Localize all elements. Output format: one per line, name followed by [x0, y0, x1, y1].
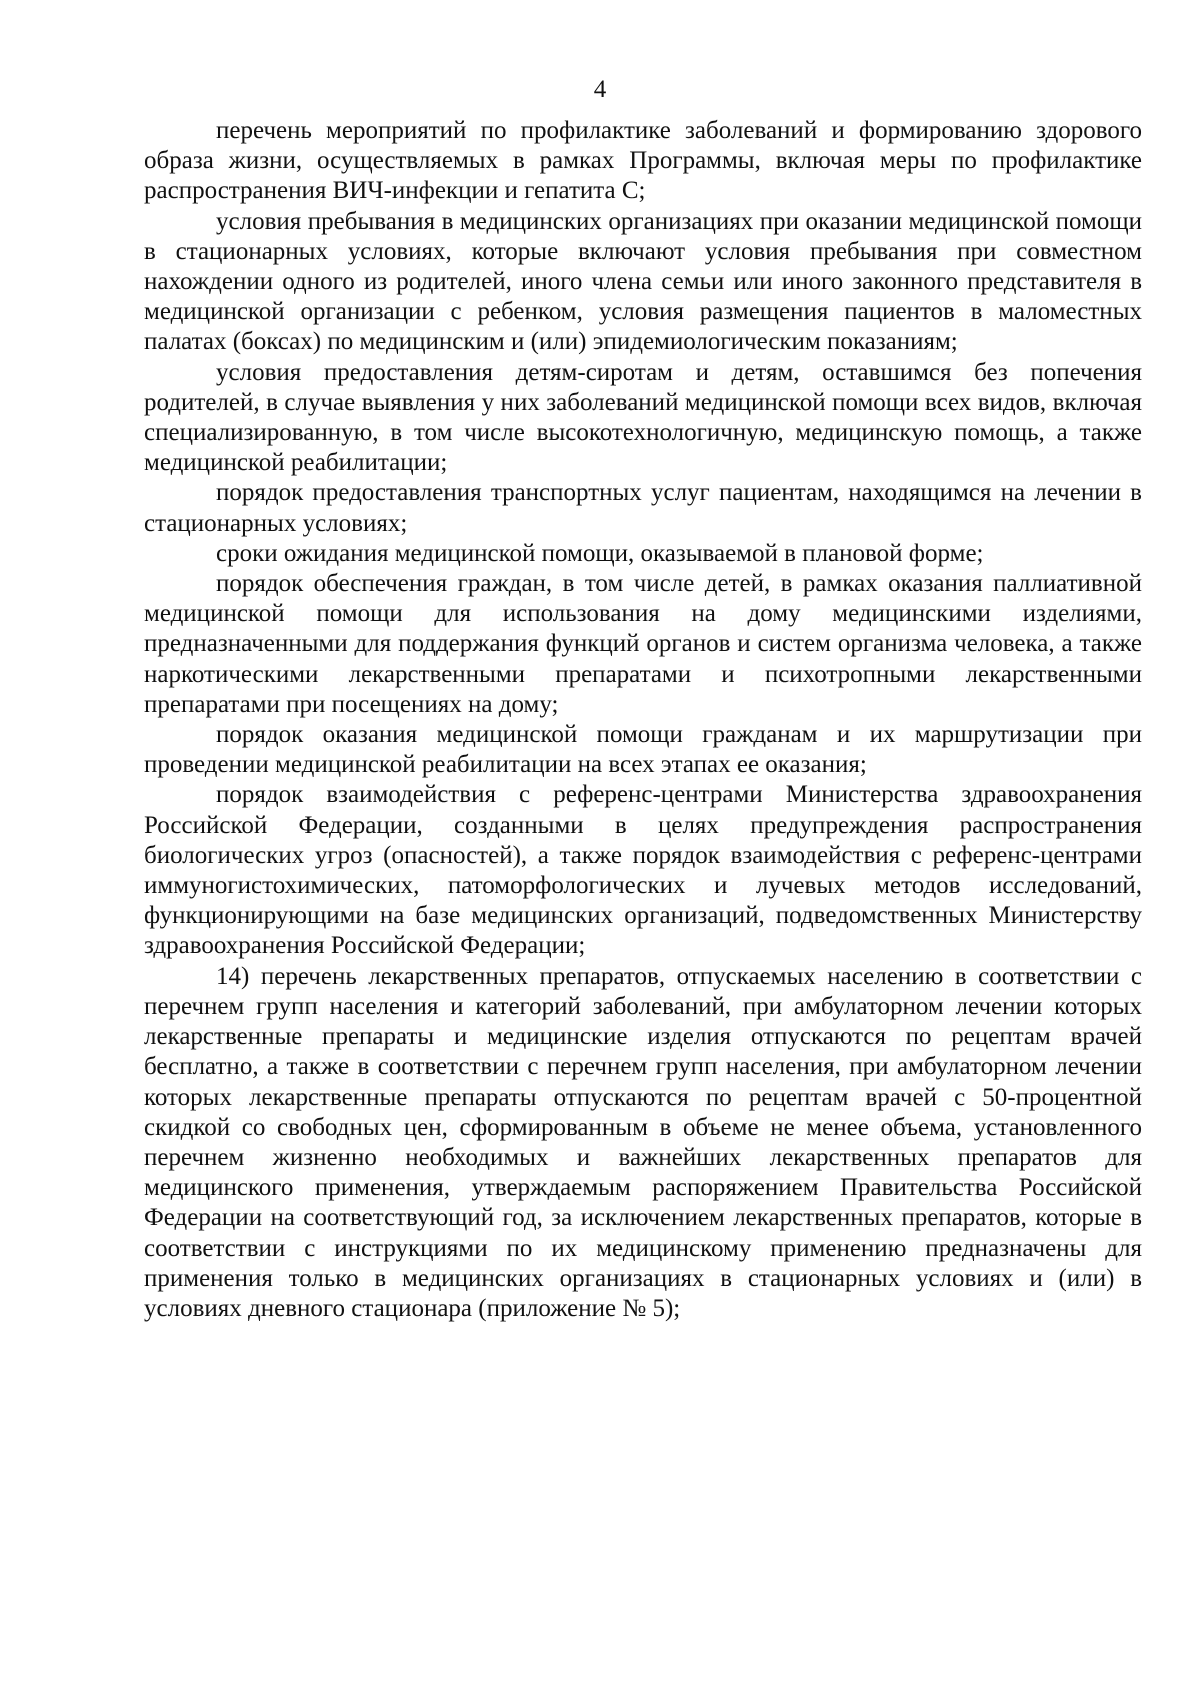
paragraph-inpatient-stay-conditions: условия пребывания в медицинских организациях при оказании медицинской помощи в стационарных условиях, которые включают условия пребывания при совместном нахождении одного из родителей, иного члена семьи или иного законного представителя в медицинской организации с ребенком, условия размещения пациентов в маломестных палатах (боксах) по медицинским и (или) эпидемиологическим показаниям;: [144, 207, 1142, 356]
paragraph-transport-services: порядок предоставления транспортных услуг пациентам, находящимся на лечении в стационарных условиях;: [144, 479, 1142, 537]
paragraph-palliative-supply: порядок обеспечения граждан, в том числе детей, в рамках оказания паллиативной медицинской помощи для использования на дому медицинскими изделиями, предназначенными для поддержания функций органов и систем организма человека, а также наркотическими лекарственными препаратами и психотропными лекарственными препаратами при посещениях на дому;: [144, 570, 1142, 718]
paragraph-reference-centers: порядок взаимодействия с референс-центрами Министерства здравоохранения Российской Федерации, созданными в целях предупреждения распространения биологических угроз (опасностей), а также порядок взаимодействия с референс-центрами иммуногистохимических, патоморфологических и лучевых методов исследований, функционирующими на базе медицинских организаций, подведомственных Министерству здравоохранения Российской Федерации;: [144, 781, 1142, 960]
paragraph-item-14-drug-list: 14) перечень лекарственных препаратов, отпускаемых населению в соответствии с перечнем групп населения и категорий заболеваний, при амбулаторном лечении которых лекарственные препараты и медицинские изделия отпускаются по рецептам врачей бесплатно, а также в соответствии с перечнем групп населения, при амбулаторном лечении которых лекарственные препараты отпускаются по рецептам врачей с 50-процентной скидкой со свободных цен, сформированным в объеме не менее объема, установленного перечнем жизненно необходимых и важнейших лекарственных препаратов для медицинского применения, утверждаемым распоряжением Правительства Российской Федерации на соответствующий год, за исключением лекарственных препаратов, которые в соответствии с инструкциями по их медицинскому применению предназначены для применения только в медицинских организациях в стационарных условиях и (или) в условиях дневного стационара (приложение № 5);: [144, 962, 1142, 1322]
page-number: 4: [593, 76, 607, 103]
paragraph-prevention-measures: перечень мероприятий по профилактике заболеваний и формированию здорового образа жизни, осуществляемых в рамках Программы, включая меры по профилактике распространения ВИЧ-инфекции и гепатита С;: [144, 117, 1142, 205]
paragraph-orphans-care-conditions: условия предоставления детям-сиротам и детям, оставшимся без попечения родителей, в случае выявления у них заболеваний медицинской помощи всех видов, включая специализированную, в том числе высокотехнологичную, медицинскую помощь, а также медицинской реабилитации;: [144, 358, 1142, 477]
paragraph-waiting-times: сроки ожидания медицинской помощи, оказываемой в плановой форме;: [216, 539, 984, 567]
paragraph-rehabilitation-routing: порядок оказания медицинской помощи гражданам и их маршрутизации при проведении медицинской реабилитации на всех этапах ее оказания;: [144, 721, 1142, 779]
document-body: [144, 116, 1142, 1324]
